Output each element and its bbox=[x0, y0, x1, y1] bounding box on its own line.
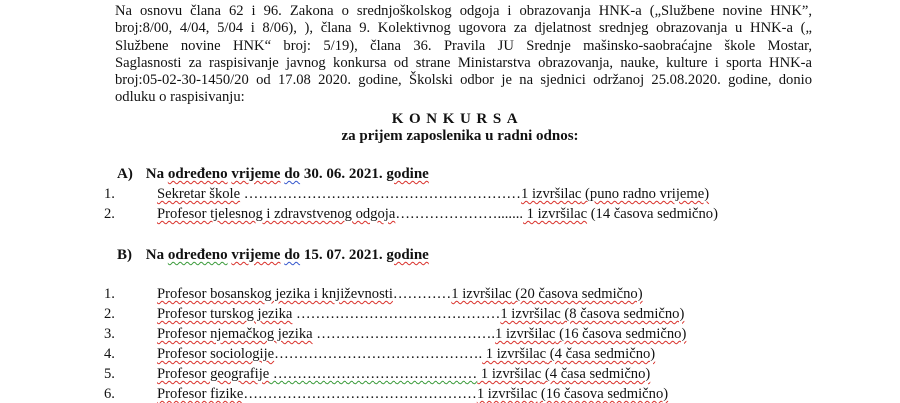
intro-paragraph bbox=[115, 3, 812, 107]
list-item bbox=[104, 366, 650, 383]
item-note: (4 časa sedmično) bbox=[541, 366, 651, 382]
heading-text: vrijeme bbox=[231, 247, 281, 263]
item-dots: …………………………………… bbox=[269, 366, 478, 382]
list-item bbox=[104, 326, 686, 343]
item-position: Profesor bosanskog jezika i književnosti bbox=[157, 286, 393, 302]
item-note: (4 časa sedmično) bbox=[546, 346, 656, 362]
heading-text: vrijeme bbox=[231, 166, 281, 182]
heading-text: Na bbox=[145, 247, 168, 263]
list-item bbox=[104, 306, 684, 323]
heading-text: do bbox=[284, 166, 301, 182]
intro-line: Na osnovu člana 62 i 96. Zakona o srednjoškolskog odgoja i obrazovanja HNK-a („Službene novine HNK”, bbox=[115, 3, 812, 19]
section-letter: A) bbox=[117, 166, 133, 182]
item-number: 6. bbox=[104, 386, 115, 402]
item-count: 1 izvršilac bbox=[477, 366, 542, 382]
item-dots: ……………………………………. bbox=[274, 346, 483, 362]
item-note: (16 časova sedmično) bbox=[555, 326, 687, 342]
item-number: 4. bbox=[104, 346, 115, 362]
item-note: (16 časova sedmično) bbox=[537, 386, 669, 402]
item-position: Profesor njemačkog jezika bbox=[157, 326, 313, 342]
item-position: Profesor fizike bbox=[157, 386, 244, 402]
heading-text: 15. 07. 2021. bbox=[300, 247, 387, 263]
item-dots: ………… bbox=[392, 286, 452, 302]
list-item bbox=[104, 346, 655, 363]
item-position: Profesor geografije bbox=[157, 366, 270, 382]
item-position: Profesor sociologije bbox=[157, 346, 275, 362]
item-number: 1. bbox=[104, 186, 115, 202]
heading-text: godine bbox=[386, 247, 429, 263]
section-heading-a bbox=[117, 166, 429, 183]
item-dots: …………………………………… bbox=[292, 306, 501, 322]
item-count: 1 izvršilac bbox=[521, 186, 582, 202]
heading-text: određeno bbox=[167, 166, 228, 182]
item-number: 2. bbox=[104, 306, 115, 322]
item-count: 1 izvršilac bbox=[495, 326, 556, 342]
item-count: 1 izvršilac bbox=[476, 386, 538, 402]
heading-text: Na bbox=[145, 166, 168, 182]
item-note: (20 časova sedmično) bbox=[511, 286, 643, 302]
list-item bbox=[104, 286, 643, 303]
item-position: Profesor tjelesnog i zdravstvenog odgoja bbox=[157, 206, 396, 222]
intro-line: broj:8/00, 4/04, 5/04 i 8/06), ), člana 9. Kolektivnog ugovora za djelatnost srednjeg obrazovanja u HNK-a („ bbox=[115, 20, 812, 37]
list-item bbox=[104, 186, 709, 203]
item-number: 5. bbox=[104, 366, 115, 382]
list-item bbox=[104, 206, 718, 223]
heading-text: određeno bbox=[167, 247, 228, 263]
intro-line: Službene novine HNK“ broj: 5/19), člana 36. Pravila JU Srednje mašinsko-saobraćajne škole Mostar, bbox=[115, 37, 812, 54]
heading-text: 30. 06. 2021. bbox=[300, 166, 387, 182]
list-item bbox=[104, 386, 668, 403]
item-count: 1 izvršilac bbox=[523, 206, 588, 222]
item-dots: …………………....... bbox=[395, 206, 524, 222]
section-heading-b bbox=[117, 247, 429, 264]
item-note: (8 časova sedmično) bbox=[560, 306, 685, 322]
item-note: (puno radno vrijeme) bbox=[581, 186, 710, 202]
item-dots: ………………………………. bbox=[312, 326, 496, 342]
intro-line: broj:05-02-30-1450/20 od 17.08 2020. godine, Školski odbor je na sjednici održanoj 25.08.2020. godine, donio bbox=[115, 72, 812, 89]
item-number: 1. bbox=[104, 286, 115, 302]
item-number: 2. bbox=[104, 206, 115, 222]
intro-line: Saglasnosti za raspisivanje javnog konkursa od strane Ministarstva obrazovanja, nauke, kulture i sporta HNK-a bbox=[115, 54, 812, 71]
heading-text: godine bbox=[386, 166, 429, 182]
item-count: 1 izvršilac bbox=[482, 346, 547, 362]
section-letter: B) bbox=[117, 247, 132, 263]
item-note: (14 časova sedmično) bbox=[587, 206, 718, 222]
intro-line: odluku o raspisivanju: bbox=[115, 89, 245, 106]
document-title: KONKURSA bbox=[391, 111, 524, 127]
item-position: Profesor turskog jezika bbox=[157, 306, 293, 322]
heading-text: do bbox=[284, 247, 301, 263]
document-subtitle: za prijem zaposlenika u radni odnos: bbox=[341, 128, 579, 144]
item-dots: ………………………………………… bbox=[243, 386, 477, 402]
item-number: 3. bbox=[104, 326, 115, 342]
item-position: Sekretar škole bbox=[157, 186, 241, 202]
item-dots: ………………………………………………… bbox=[240, 186, 522, 202]
item-count: 1 izvršilac bbox=[451, 286, 512, 302]
item-count: 1 izvršilac bbox=[500, 306, 561, 322]
